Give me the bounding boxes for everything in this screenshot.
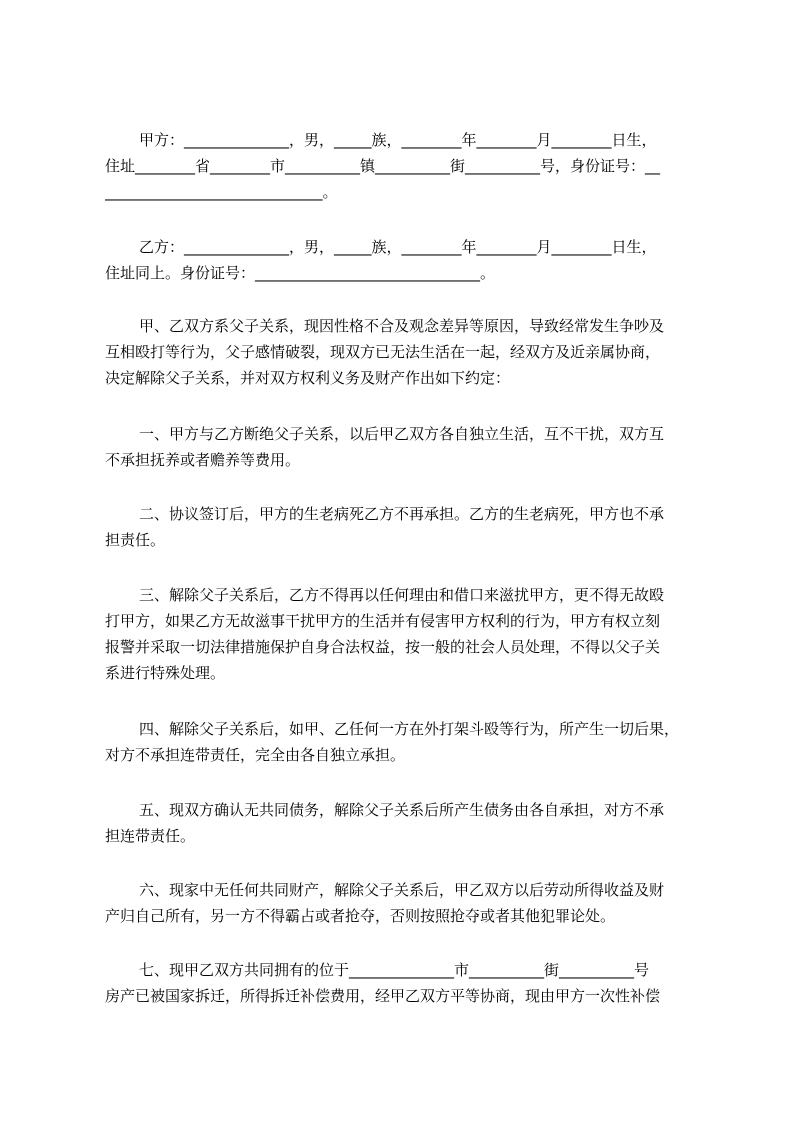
text-line: 报警并采取一切法律措施保护自身合法权益，按一般的社会人员处理，不得以父子关 [105, 638, 661, 656]
text-line: 甲、乙双方系父子关系，现因性格不合及观念差异等原因，导致经常发生争吵及 [139, 317, 665, 335]
text-line: 房产已被国家拆迁，所得拆迁补偿费用，经甲乙双方平等协商，现由甲方一次性补偿 [105, 987, 661, 1005]
text-line: 乙方：______________，男，_____族，________年________月________日生， [139, 238, 657, 256]
clause-6 [105, 877, 710, 929]
clause-2 [105, 501, 710, 553]
text-line: _____________________________。 [105, 183, 338, 201]
text-line: 互相殴打等行为，父子感情破裂，现双方已无法生活在一起，经双方及近亲属协商， [105, 343, 661, 361]
text-line: 打甲方，如果乙方无故滋事干扰甲方的生活并有侵害甲方权利的行为，甲方有权立刻 [105, 612, 661, 630]
text-line: 一、甲方与乙方断绝父子关系，以后甲乙双方各自独立生活，互不干扰，双方互 [139, 425, 665, 443]
text-line: 七、现甲乙双方共同拥有的位于______________市__________街__________号 [139, 961, 650, 979]
clause-3 [105, 582, 710, 686]
text-line: 四、解除父子关系后，如甲、乙任何一方在外打架斗殴等行为，所产生一切后果， [139, 720, 680, 738]
text-line: 三、解除父子关系后，乙方不得再以任何理由和借口来滋扰甲方，更不得无故殴 [139, 586, 665, 604]
text-line: 甲方：______________，男，_____族，________年________月________日生， [139, 131, 657, 149]
party-a-info [105, 127, 710, 205]
party-b-info [105, 234, 710, 286]
text-line: 决定解除父子关系，并对双方权利义务及财产作出如下约定： [105, 369, 511, 387]
preamble [105, 313, 710, 391]
text-line: 住址________省________市__________镇__________街__________号，身份证号：__ [105, 157, 661, 175]
clause-4 [105, 716, 710, 768]
text-line: 系进行特殊处理。 [105, 664, 226, 682]
text-line: 不承担抚养或者赡养等费用。 [105, 451, 301, 469]
text-line: 五、现双方确认无共同债务，解除父子关系后所产生债务由各自承担，对方不承 [139, 801, 665, 819]
text-line: 产归自己所有，另一方不得霸占或者抢夺，否则按照抢夺或者其他犯罪论处。 [105, 907, 616, 925]
text-line: 担连带责任。 [105, 827, 196, 845]
text-line: 住址同上。身份证号：______________________________。 [105, 264, 496, 282]
clause-7 [105, 957, 710, 1009]
clause-5 [105, 797, 710, 849]
text-line: 二、协议签订后，甲方的生老病死乙方不再承担。乙方的生老病死，甲方也不承 [139, 505, 665, 523]
text-line: 对方不承担连带责任，完全由各自独立承担。 [105, 746, 406, 764]
clause-1 [105, 421, 710, 473]
text-line: 六、现家中无任何共同财产，解除父子关系后，甲乙双方以后劳动所得收益及财 [139, 881, 665, 899]
text-line: 担责任。 [105, 531, 166, 549]
